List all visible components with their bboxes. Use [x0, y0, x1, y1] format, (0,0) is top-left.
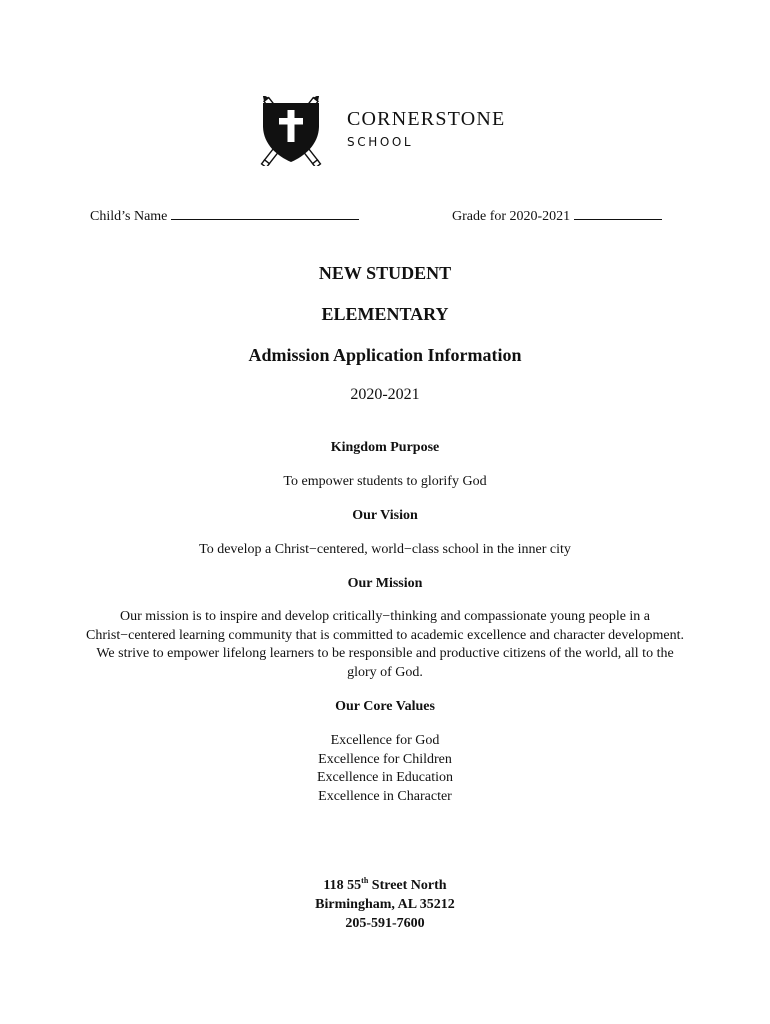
address-city: Birmingham, AL 35212	[315, 897, 455, 912]
core-value-item: Excellence in Character	[318, 788, 452, 804]
child-name-blank[interactable]	[171, 206, 359, 220]
title-admission-info: Admission Application Information	[248, 345, 522, 365]
title-year: 2020-2021	[350, 386, 420, 403]
child-name-label: Child’s Name	[90, 209, 168, 224]
grade-field	[452, 206, 662, 225]
street-number: 118 55	[323, 878, 362, 893]
form-fields-row	[0, 206, 770, 226]
address-phone: 205-591-7600	[345, 916, 425, 931]
school-address	[0, 876, 770, 933]
kingdom-purpose-text: To empower students to glorify God	[283, 474, 487, 489]
address-street	[0, 876, 770, 895]
core-value-item: Excellence in Education	[316, 770, 454, 785]
title-elementary: ELEMENTARY	[321, 304, 449, 324]
brand-name: CORNERSTONE	[347, 108, 506, 130]
brand-subname: SCHOOL	[347, 135, 414, 149]
title-new-student: NEW STUDENT	[318, 263, 452, 283]
child-name-field	[90, 206, 359, 225]
street-name: Street North	[368, 878, 447, 893]
vision-text: To develop a Christ−centered, world−class school in the inner city	[199, 542, 571, 557]
grade-blank[interactable]	[574, 206, 662, 220]
school-logo	[245, 96, 535, 166]
mission-heading: Our Mission	[347, 576, 423, 591]
core-values-heading: Our Core Values	[335, 699, 435, 714]
mission-text: Our mission is to inspire and develop critically−thinking and compassionate young people in a Christ−centered learning community that is committed to academic excellence and character development. We strive to empower lifelong learners to be responsible and productive citizens of the world, all to the glory of God.	[86, 609, 684, 680]
grade-label: Grade for 2020-2021	[452, 209, 571, 224]
core-values-list	[0, 732, 770, 806]
kingdom-purpose-heading: Kingdom Purpose	[330, 440, 440, 455]
street-suffix: th	[361, 876, 369, 885]
shield-cross-pencils-icon	[245, 96, 337, 166]
core-value-item: Excellence for Children	[318, 751, 452, 767]
vision-heading: Our Vision	[352, 508, 418, 523]
core-value-item: Excellence for God	[330, 733, 440, 748]
